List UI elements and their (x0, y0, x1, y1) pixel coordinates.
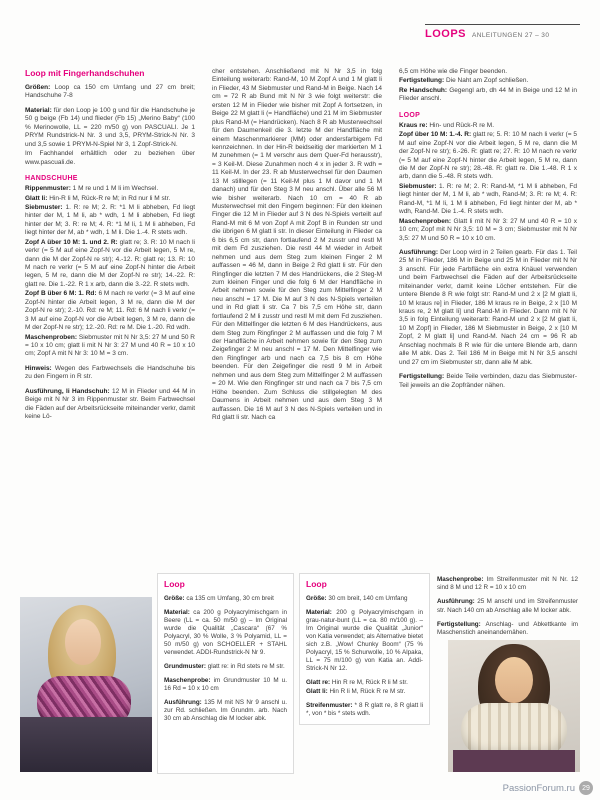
instruction-paragraph: Zopf B über 6 M: 1. Rd: 6 M nach re verkr (= 3 M auf eine Zopf-N hinter die Arbeit legen, 3 M re, dann die M der Zopf-N re str); 2.-10. Rd: re M; 11. Rd: 6 M nach li verkr (= 3 M auf eine Zopf-N vor die Arbeit legen, 3 M re, dann die M der Zopf-N re str); 12.-20. Rd: re M. Die 1.-20. Rd wdh. (25, 290, 195, 332)
section-title: Loop (306, 579, 327, 589)
paragraph-lead: Grundmuster: (164, 662, 208, 670)
paragraph-lead: Material: (306, 608, 337, 616)
model-face (65, 619, 101, 665)
paragraph-lead: Maschenprobe: (164, 676, 214, 684)
bottom-pattern-box-2 (299, 573, 430, 725)
model-body (20, 717, 152, 772)
paragraph-lead: Größe: (306, 594, 329, 602)
instruction-paragraph: Fertigstellung: Die Naht am Zopf schließen. (399, 77, 529, 85)
instruction-paragraph: Größen: Loop ca 150 cm Umfang und 27 cm breit; Handschuhe 7-8 (25, 84, 195, 100)
paragraph-lead: Größe: (164, 594, 187, 602)
instruction-paragraph: Material: für den Loop je 100 g und für die Handschuhe je 50 g beige (Fb 14) und flieder (Fb 15) „Merino Baby“ (100 % Merinowolle, LL = 220 m/50 g) von PASCUALI. Je 1 PRYM Rundstrick-N Nr. 3 und 3,5, PRYM-Strick-N Nr. 3 und 3,5 sowie 1 PRYM-N-Spiel Nr 3, 1 Zopf-Strick-N. (25, 106, 195, 148)
instruction-paragraph: Maschenproben: Siebmuster mit N Nr 3,5: 27 M und 50 R = 10 x 10 cm; glatt li mit N Nr 3: 27 M und 40 R = 10 x 10 cm; Zopf A mit N Nr 3: 10 M = 3 cm. (25, 333, 195, 358)
section-title: Loop mit Fingerhandschuhen (25, 68, 145, 78)
paragraph-lead: Material: (164, 608, 194, 616)
instruction-paragraph: Siebmuster: 1. R: re M; 2. R: Rand-M, *1 M li abheben, Fd liegt hinter der M, 1 M li, ab * wdh, Rand-M; 3. R: re M; 4. R: Rand-M, *1 M li, 1 M li abheben, Fd liegt hinter der M, ab * wdh, Rand-M. Die 1.-4. R stets wdh. (399, 182, 577, 216)
header-text (425, 28, 580, 40)
paragraph-lead: Maschenproben: (25, 333, 79, 341)
instruction-paragraph: Glatt re: Hin R re M, Rück R li M str. (306, 678, 408, 686)
instruction-paragraph: Ausführung, li Handschuh: 12 M in Flieder und 44 M in Beige mit N Nr 3 im Rippenmuster str. Beim Farbwechsel die Fäden auf der Arbeitsrückseite miteinander verkr, damit keine Lö- (25, 387, 196, 421)
instruction-paragraph: Rippenmuster: 1 M re und 1 M li im Wechsel. (25, 185, 159, 193)
watermark-link[interactable]: PassionForum.ru (502, 782, 575, 794)
paragraph-lead: Ausführung: (399, 248, 441, 256)
instruction-paragraph: Ausführung: Der Loop wird in 2 Teilen gearb. Für das 1. Teil 25 M in Flieder, 186 M in Beige und 25 M in Flieder mit N Nr 3 anschl. Für jede Farbfläche ein extra Knäuel verwenden und beim Farbwechsel die Fäden auf der Arbeitsrückseite miteinander verkr, damit keine Löcher entstehen. Für die untere Blende 8 R wie folgt str: Rand-M und 2 x [2 M glatt li, 10 M kraus re] in Flieder, 186 M kraus re in Beige, 2 x [10 M kraus re, 2 M glatt li] und Rand-M in Flieder. Dann mit N Nr 3,5 in folg Einteilung weiterarb: Rand-M und 2 x [2 M glatt li, 10 M Zopf] in Flieder, 186 M Siebmuster in Beige, 2 x [10 M Zopf, 2 M glatt li] und Rand-M. Nach 24 cm = 96 R ab Anschlag nochmals 8 R wie für die untere Blende arb, dann alle M abk. Das 2. Teil 186 M in Beige mit N Nr 3,5 anschl und 27 cm im Siebmuster str, dann alle M abk. (399, 248, 578, 366)
paragraph-lead: Fertigstellung: (399, 77, 446, 85)
bottom-pattern-box-1 (157, 573, 294, 774)
instruction-paragraph: Maschenproben: Glatt li mit N Nr 3: 27 M und 40 R = 10 x 10 cm; Zopf mit N Nr 3,5: 10 M = 3 cm; Siebmuster mit N Nr 3,5: 27 M und 50 R = 10 x 10 cm. (399, 217, 578, 242)
paragraph-lead: Zopf über 10 M: 1.-4. R: (399, 131, 473, 139)
column-right-instructions (399, 68, 577, 391)
paragraph-lead: Hinweis: (25, 364, 55, 372)
instruction-paragraph: Fertigstellung: Beide Teile verbinden, dazu das Siebmuster-Teil jeweils an die Zopfränder nähen. (399, 373, 577, 389)
paragraph-lead: Glatt re: (306, 678, 332, 686)
column-middle-instructions (212, 68, 382, 423)
section-title: Loop (164, 579, 185, 589)
subsection-title: HANDSCHUHE (25, 174, 78, 182)
instruction-paragraph: Im Fachhandel erhältlich oder zu beziehen über www.pascuali.de. (25, 150, 195, 166)
instruction-paragraph: Kraus re: Hin- und Rück-R re M. (399, 121, 495, 129)
section-brand: LOOPS (425, 28, 467, 40)
instruction-paragraph: Re Handschuh: Gegengl arb, dh 44 M in Beige und 12 M in Flieder anschl. (399, 86, 577, 103)
paragraph-lead: Ausführung, li Handschuh: (25, 387, 113, 395)
instruction-paragraph: 6,5 cm Höhe wie die Finger beenden. (399, 68, 508, 75)
instruction-paragraph: Glatt li: Hin R li M, Rück R re M str. (306, 687, 406, 695)
instruction-paragraph: Zopf über 10 M: 1.-4. R: glatt re; 5. R: 10 M nach li verkr (= 5 M auf eine Zopf-N vor die Arbeit legen, 5 M re, dann die M der Zopf-N re str); 6.-26. R: glatt re; 27. R: 10 M nach re verkr (= 5 M auf eine Zopf-N hinter die Arbeit legen, 5 M re, dann die M der Zopf-N re str); 28.-48. R: glatt re. Die 1.-48. R 1 x arb, dann die 5.-48. R stets wdh. (399, 131, 578, 181)
instruction-paragraph: Hinweis: Wegen des Farbwechsels die Handschuhe bis zu den Fingern in R str. (25, 364, 195, 381)
instruction-paragraph: Siebmuster: 1. R: re M; 2. R: *1 M li abheben, Fd liegt hinter der M, 1 M li, ab * wdh, 1 M li abheben, Fd liegt hinter der M; 3. R: re M; 4. R: *1 M li, 1 M li abheben, Fd liegt hinter der M, ab * wdh, 1 M li. Die 1.-4. R stets wdh. (25, 203, 196, 237)
paragraph-lead: Streifenmuster: (306, 701, 355, 709)
instruction-paragraph: Ausführung: 25 M anschl und im Streifenmuster str. Nach 140 cm ab Anschlag alle M locker abk. (437, 598, 578, 614)
paragraph-lead: Größen: (25, 84, 55, 92)
page-number-badge: 29 (579, 781, 593, 795)
chunky-knit-loop-scarf (461, 703, 567, 757)
column-left-instructions (25, 68, 195, 422)
page-footer (503, 781, 593, 795)
subsection-title: LOOP (399, 111, 421, 119)
header-divider (425, 24, 580, 25)
paragraph-lead: Zopf A über 10 M: 1. und 2. R: (25, 238, 120, 246)
instruction-paragraph: Glatt li: Hin-R li M, Rück-R re M; in Rd nur li M str. (25, 194, 171, 202)
paragraph-lead: Glatt li: (306, 687, 330, 695)
section-range: ANLEITUNGEN 27 – 30 (472, 32, 550, 39)
paragraph-lead: Glatt li: (25, 194, 50, 202)
paragraph-lead: Re Handschuh: (399, 86, 450, 94)
paragraph-lead: Siebmuster: (25, 203, 66, 211)
paragraph-lead: Maschenproben: (399, 217, 454, 225)
instruction-paragraph: Grundmuster: glatt re: in Rd stets re M str. (164, 662, 285, 670)
instruction-paragraph: Größe: ca 135 cm Umfang, 30 cm breit (164, 594, 274, 602)
paragraph-lead: Kraus re: (399, 121, 430, 129)
instruction-paragraph: Material: 200 g Polyacrylmischgarn in grau-natur-bunt (LL = ca. 80 m/100 g). – Im Original wurde die Qualität „Junior“ von Katia verwendet; als Alternative bietet sich z.B. „Wow! Chunky Boom“ (75 % Polyacryl, 15 % Schurwolle, 10 % Alpaka, LL = 75 m/100 g) von Katia an. Addi-Strick-N Nr 12. (306, 608, 423, 672)
paragraph-lead: Maschenprobe: (437, 576, 487, 583)
page-header (425, 24, 580, 40)
instruction-paragraph: Größe: 30 cm breit, 140 cm Umfang (306, 594, 408, 602)
instruction-paragraph: cher entstehen. Anschließend mit N Nr 3,5 in folg Einteilung weiterarb: Rand-M, 10 M Zopf A und 1 M glatt li in Flieder, 43 M Siebmuster und Rand-M in Beige. Nach 14 cm = 72 R ab Bund mit N Nr 3 wie folgt weiterstr: die ersten 12 M in Flieder wie bisher mit Zopf A fortsetzen, in Beige 22 M glatt li (= Handfläche) und 21 M im Siebmuster plus Rand-M (= Handrücken). Nach 8 R ab Musterwechsel für den Daumenkeil die 3. letzte M der Handfläche mit einem Maschenmarkierer (MM) oder andersfarbigem Fd kennzeichnen. In der Hin-R beidseitig der markierten M 1 M zunehmen (= 1 M verschr aus dem Quer-Fd herausstr), = 3 Keil-M. Diese Zunahmen noch 4 x in jeder 3. R wdh = 11 Keil-M. In der 23. R ab Musterwechsel für den Daumen 13 M stilllegen (= 11 Keil-M plus 1 M davor und 1 M danach) und für den Steg 3 M neu anschl. Über alle 56 M wie bisher weiterarb. Nach 10 cm = 40 R ab Musterwechsel mit den Fingern beginnen: Für den kleinen Finger die 12 M in Flieder auf 3 N des N-Spiels verteilt auf Rand-M mit 6 M von Zopf A mit Zopf B in Runden str und die übrigen 6 M glatt li str. In dieser Einteilung in Flieder ca 6 bis 6,5 cm str, dann fortlaufend 2 M zusstr und restl M mit dem Fd zusziehen. Die restl 44 M wieder in Arbeit nehmen und aus dem Steg zum kleinen Finger 2 M auffassen = 46 M, dann in Beige 2 Rd glatt li str. Für den Ringfinger die letzten 7 M des Handrückens, die 2 Steg-M zum kleinen Finger und die folg 6 M der Handfläche in Arbeit nehmen sowie für den Steg zum Mittelfinger 2 M neu anschl = 17 M. Die M auf 3 N des N-Spiels verteilen und in Rd glatt li str. Ca 7 bis 7,5 cm Höhe str, dann fortlaufend 2 M li zusstr und restl M mit dem Fd zusziehen. Für den Mittelfinger die letzten 6 M des Handrückens, aus dem Steg zum Ringfinger 2 M auffassen und die folg 7 M der Handfläche in Arbeit nehmen sowie für den Steg zum Zeigefinger 2 M neu anschl = 17 M. Den Mittelfinger wie den Ringfinger arb und nach ca 7,5 bis 8 cm Höhe beenden. Für den Zeigefinger die restl 9 M in Arbeit nehmen und aus dem Steg zum Mittelfinger 2 M auffassen = 20 M. Wie den Ringfinger str und nach ca 7 bis 7,5 cm Höhe beenden. Zum Schluss die stillgelegten M des Daumens in Arbeit nehmen und aus dem Steg 3 M auffassen. Die 16 M auf 3 N des N-Spiels verteilen und in Rd glatt li str. Nach ca (212, 68, 382, 421)
paragraph-lead: Ausführung: (437, 598, 478, 606)
instruction-paragraph: Ausführung: 135 M mit NS Nr 9 anschl u. zur Rd. schließen. Im Grundm. arb. Nach 30 cm ab Anschlag die M locker abk. (164, 698, 287, 722)
instruction-paragraph: Maschenprobe: im Grundmuster 10 M u. 16 Rd = 10 x 10 cm (164, 676, 287, 692)
paragraph-lead: Fertigstellung: (437, 620, 486, 628)
photo-model-left (20, 597, 152, 772)
model-body (453, 750, 575, 772)
paragraph-lead: Fertigstellung: (399, 373, 447, 381)
instruction-paragraph: Zopf A über 10 M: 1. und 2. R: glatt re; 3. R: 10 M nach li verkr (= 5 M auf eine Zopf-N vor die Arbeit legen, 5 M re, dann die M der Zopf-N re str); 4.-12. R: glatt re; 13. R: 10 M nach re verkr (= 5 M auf eine Zopf-N hinter die Arbeit legen, 5 M re, dann die M der Zopf-N re str); 14.-22. R: glatt re. Die 1.-22. R 1 x arb, dann die 3.-22. R stets wdh. (25, 238, 195, 288)
instruction-paragraph: Fertigstellung: Anschlag- und Abkettkante im Maschenstich aneinandernähen. (437, 620, 578, 636)
paragraph-lead: Ausführung: (164, 698, 205, 706)
instruction-paragraph: Maschenprobe: Im Streifenmuster mit N Nr. 12 sind 8 M und 12 R = 10 x 10 cm (437, 576, 578, 592)
bottom-column-right (437, 576, 578, 638)
photo-model-right (448, 640, 580, 772)
paragraph-lead: Zopf B über 6 M: 1. Rd: (25, 290, 99, 298)
paragraph-lead: Rippenmuster: (25, 185, 73, 193)
paragraph-lead: Siebmuster: (399, 182, 440, 190)
instruction-paragraph: Streifenmuster: * 8 R glatt re, 8 R glatt li *, von * bis * stets wdh. (306, 701, 424, 717)
instruction-paragraph: Material: ca 200 g Polyacrylmischgarn in Beere (LL = ca. 50 m/50 g) – Im Original wurde die Qualität „Cascara“ (67 % Polyacryl, 30 % Wolle, 3 % Polyamid, LL = 50 m/50 g) von SCHOELLER + STAHL verwendet. ADDI-Rundstrick-N Nr 9. (164, 608, 287, 656)
model-face (495, 657, 533, 703)
paragraph-lead: Material: (25, 106, 54, 114)
